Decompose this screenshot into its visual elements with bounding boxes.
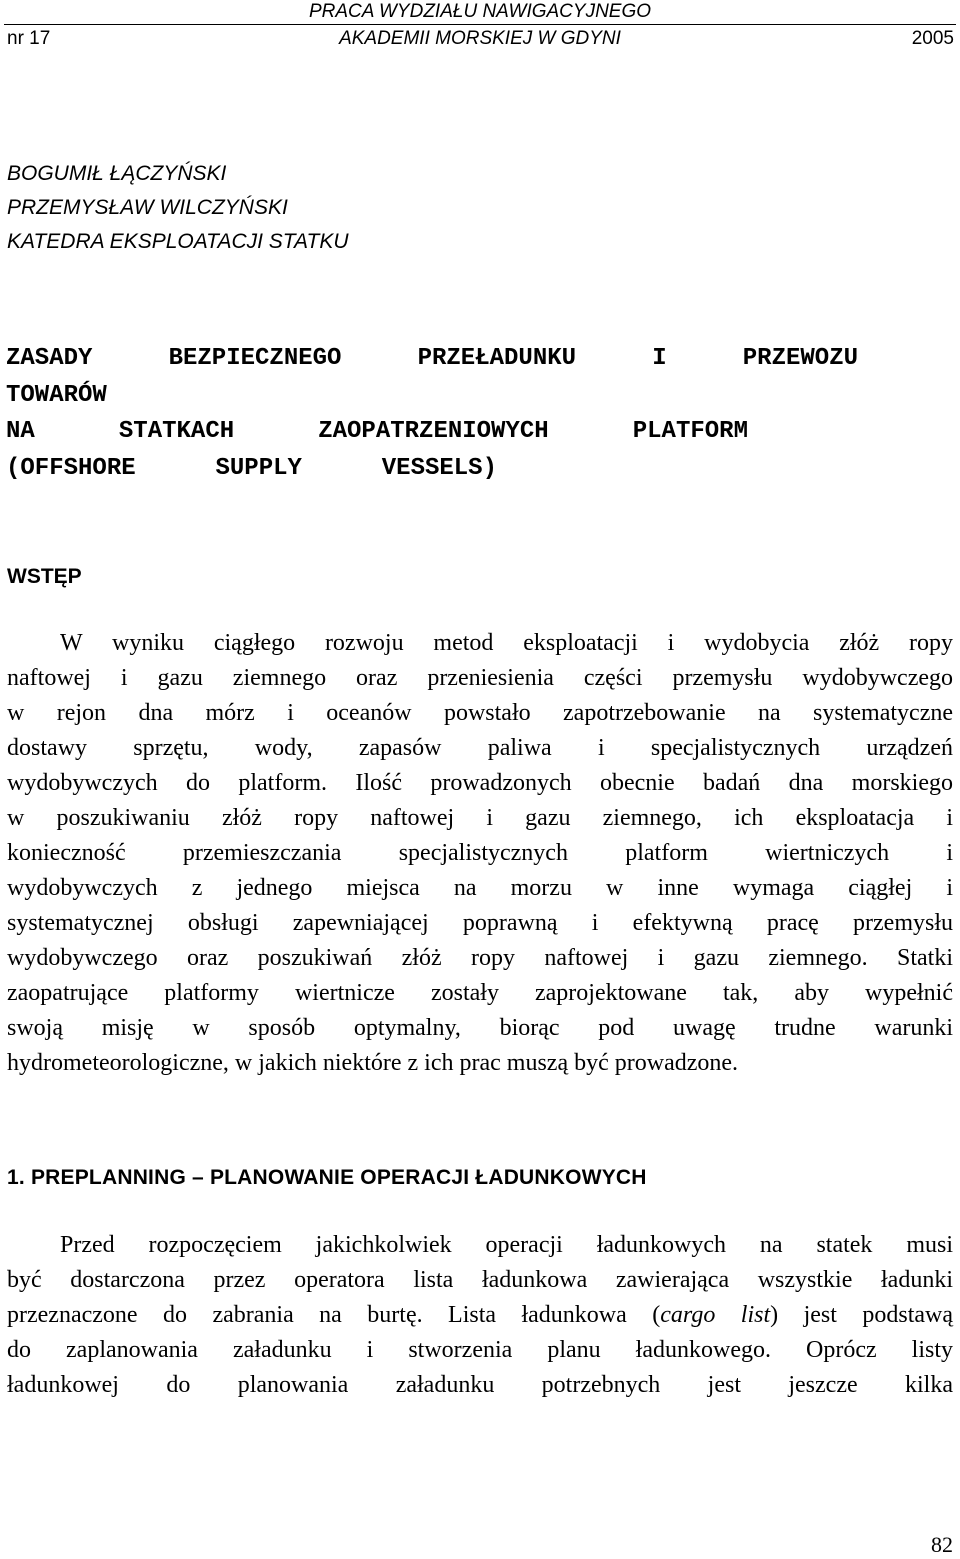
text-line: do zaplanowania załadunku i stworzenia planu ładunkowego. Oprócz listy — [7, 1337, 953, 1363]
title-word: ZASADY — [6, 345, 93, 372]
title-word: PLATFORM — [632, 418, 748, 446]
title-word: NA — [6, 418, 35, 446]
journal-name-line-2: AKADEMII MORSKIEJ W GDYNI — [339, 28, 621, 49]
title-word: STATKACH — [118, 418, 235, 446]
page-number: 82 — [931, 1532, 953, 1557]
header-rule — [4, 24, 956, 25]
publication-year: 2005 — [911, 28, 954, 49]
author-1: BOGUMIŁ ŁĄCZYŃSKI — [7, 162, 227, 185]
text-line: W wyniku ciągłego rozwoju metod eksploatacji i wydobycia złóż ropy — [60, 630, 953, 656]
text-line: konieczność przemieszczania specjalistycznych platform wiertniczych i — [7, 840, 953, 866]
title-word: SUPPLY — [215, 455, 302, 483]
section-1-heading: 1. PREPLANNING – PLANOWANIE OPERACJI ŁADUNKOWYCH — [7, 1166, 647, 1189]
text-line: wydobywczego oraz poszukiwań złóż ropy naftowej i gazu ziemnego. Statki — [7, 945, 953, 971]
text-fragment: przeznaczone do zabrania na burtę. Lista ładunkowa ( — [7, 1302, 661, 1328]
section-1-paragraph — [7, 1232, 953, 1407]
title-line-2 — [6, 378, 858, 415]
title-line-4 — [6, 451, 497, 488]
text-line: swoją misję w sposób optymalny, biorąc pod uwagę trudne warunki — [7, 1015, 953, 1041]
title-line-1 — [6, 341, 858, 378]
author-2: PRZEMYSŁAW WILCZYŃSKI — [7, 196, 288, 219]
text-line: wydobywczych z jednego miejsca na morzu w inne wymaga ciągłej i — [7, 875, 953, 901]
issue-number: nr 17 — [7, 28, 51, 49]
intro-paragraph — [7, 630, 953, 1085]
title-word: I — [652, 345, 667, 372]
title-word: PRZEWOZU — [742, 345, 858, 372]
journal-name-line-1: PRACA WYDZIAŁU NAWIGACYJNEGO — [308, 1, 652, 22]
text-line: hydrometeorologiczne, w jakich niektóre z ich prac muszą być prowadzone. — [7, 1050, 739, 1076]
text-line: Przed rozpoczęciem jakichkolwiek operacji ładunkowych na statek musi — [60, 1232, 953, 1258]
text-line: w rejon dna mórz i oceanów powstało zapotrzebowanie na systematyczne — [7, 700, 953, 726]
text-line: być dostarczona przez operatora lista ładunkowa zawierająca wszystkie ładunki — [7, 1267, 953, 1293]
text-line: ładunkowej do planowania załadunku potrzebnych jest jeszcze kilka — [7, 1372, 953, 1398]
title-line-3 — [6, 414, 748, 451]
italic-term: cargo list — [660, 1302, 771, 1328]
text-line — [7, 1302, 953, 1337]
title-word: (OFFSHORE — [6, 455, 136, 483]
page-header — [0, 0, 960, 60]
text-line: naftowej i gazu ziemnego oraz przeniesienia części przemysłu wydobywczego — [7, 665, 953, 691]
department: KATEDRA EKSPLOATACJI STATKU — [7, 230, 349, 253]
text-line: dostawy sprzętu, wody, zapasów paliwa i specjalistycznych urządzeń — [7, 735, 953, 761]
author-block — [7, 157, 349, 259]
text-fragment: ) jest podstawą — [770, 1302, 954, 1328]
title-word: BEZPIECZNEGO — [168, 345, 342, 372]
text-line: zaopatrujące platformy wiertnicze zostały zaprojektowane tak, aby wypełnić — [7, 980, 953, 1006]
paper-title — [6, 341, 858, 488]
intro-heading: WSTĘP — [7, 565, 82, 588]
title-word: ZAOPATRZENIOWYCH — [318, 418, 549, 446]
title-word: TOWARÓW — [6, 381, 107, 409]
text-line: w poszukiwaniu złóż ropy naftowej i gazu ziemnego, ich eksploatacja i — [7, 805, 953, 831]
text-line: systematycznej obsługi zapewniającej poprawną i efektywną pracę przemysłu — [7, 910, 953, 936]
title-word: PRZEŁADUNKU — [417, 345, 577, 372]
text-line: wydobywczych do platform. Ilość prowadzonych obecnie badań dna morskiego — [7, 770, 953, 796]
title-word: VESSELS) — [381, 455, 497, 483]
